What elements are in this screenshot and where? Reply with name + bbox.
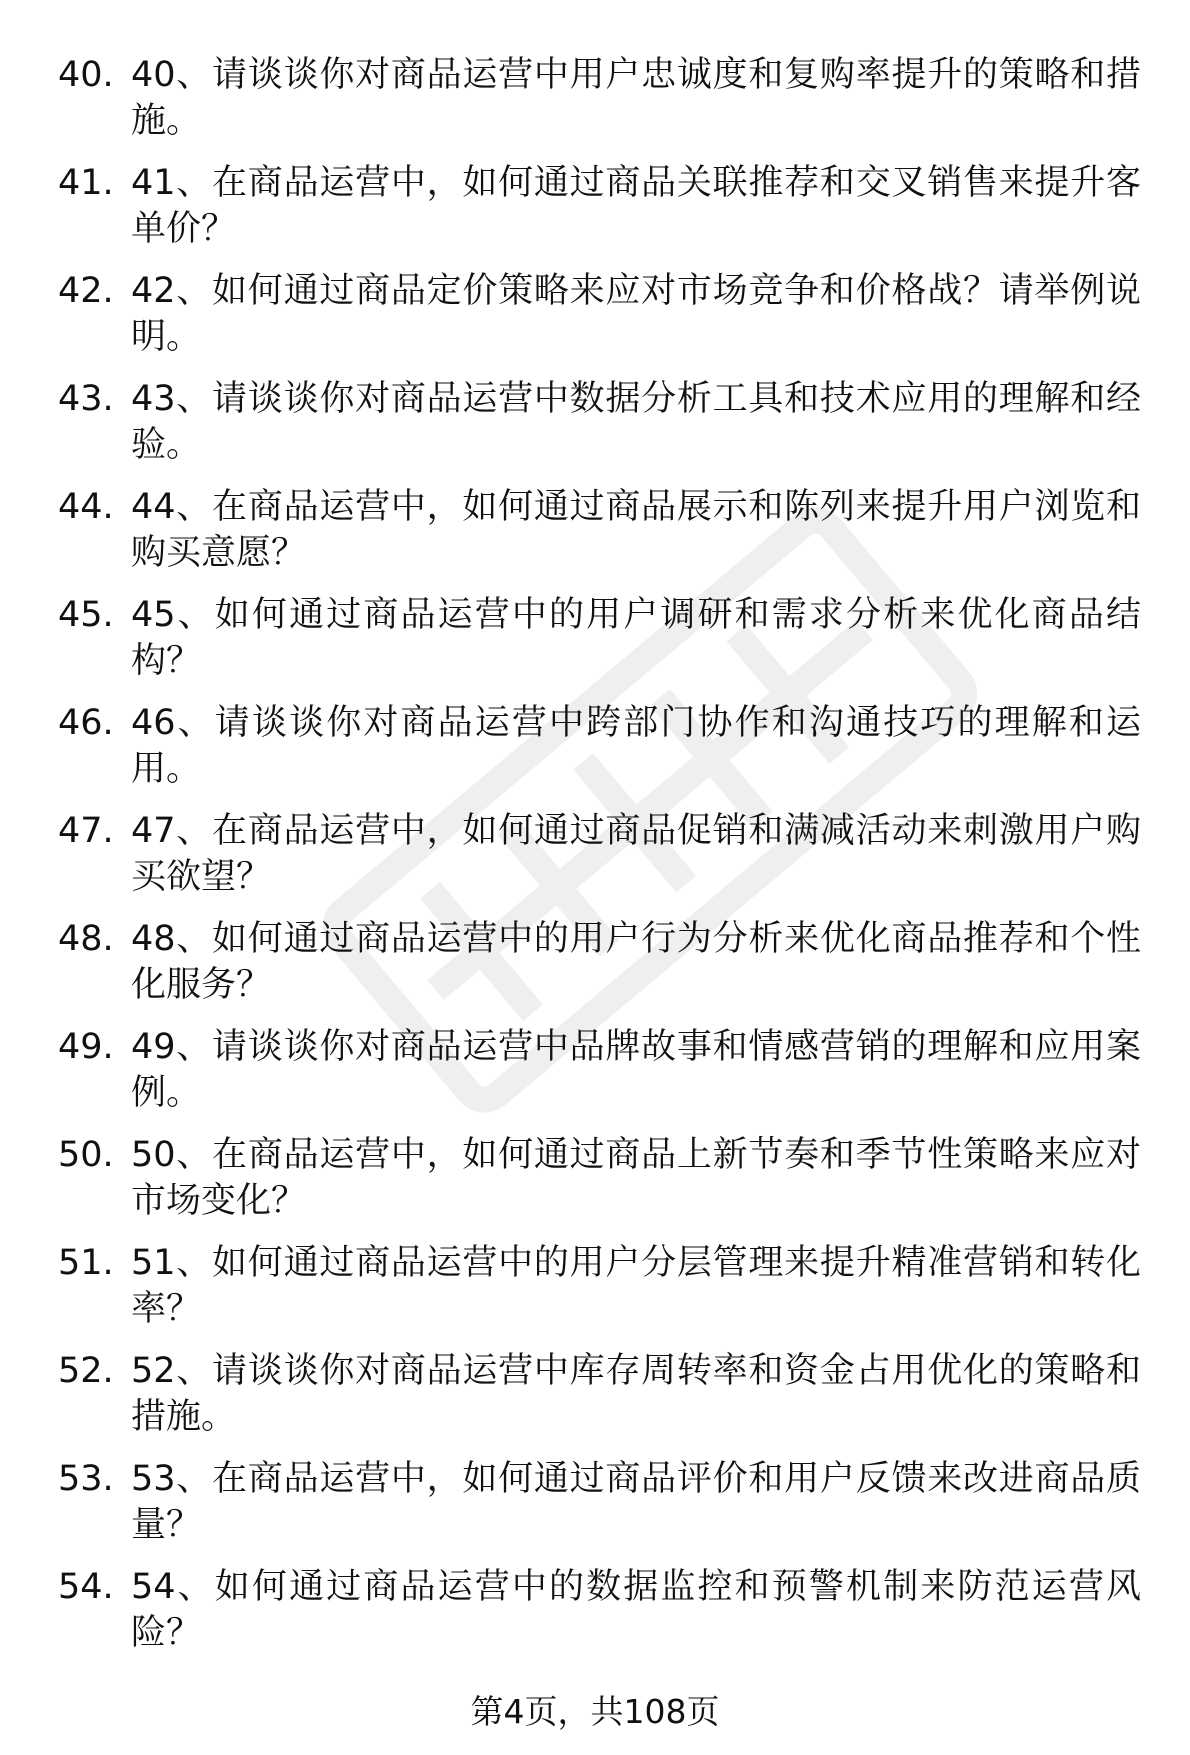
list-item [58,160,1158,268]
page-number-label: 第4页，共108页 [470,1692,720,1731]
question-number: 42. [58,271,114,311]
list-item [58,1348,1158,1456]
list-item [58,1456,1158,1564]
question-text: 50、在商品运营中，如何通过商品上新节奏和季节性策略来应对市场变化？ [131,1135,1141,1221]
question-number: 45. [58,595,114,635]
question-text: 42、如何通过商品定价策略来应对市场竞争和价格战？请举例说明。 [131,271,1141,357]
question-number: 51. [58,1243,114,1283]
list-item [58,592,1158,700]
list-item [58,1240,1158,1348]
question-text: 48、如何通过商品运营中的用户行为分析来优化商品推荐和个性化服务？ [131,919,1141,1005]
list-item [58,1564,1158,1672]
question-text: 45、如何通过商品运营中的用户调研和需求分析来优化商品结构？ [131,595,1141,681]
question-text: 51、如何通过商品运营中的用户分层管理来提升精准营销和转化率？ [131,1243,1141,1329]
question-number: 52. [58,1351,114,1391]
question-text: 41、在商品运营中，如何通过商品关联推荐和交叉销售来提升客单价？ [131,163,1141,249]
question-number: 46. [58,703,114,743]
question-number: 40. [58,55,114,95]
list-item [58,268,1158,376]
question-number: 47. [58,811,114,851]
question-number: 50. [58,1135,114,1175]
page-footer [0,1690,1190,1734]
question-number: 44. [58,487,114,527]
question-number: 48. [58,919,114,959]
question-text: 52、请谈谈你对商品运营中库存周转率和资金占用优化的策略和措施。 [131,1351,1141,1437]
question-list [58,52,1158,1672]
list-item [58,484,1158,592]
list-item [58,1024,1158,1132]
question-number: 49. [58,1027,114,1067]
list-item [58,1132,1158,1240]
question-number: 54. [58,1567,114,1607]
question-number: 41. [58,163,114,203]
question-number: 43. [58,379,114,419]
list-item [58,376,1158,484]
question-text: 44、在商品运营中，如何通过商品展示和陈列来提升用户浏览和购买意愿？ [131,487,1141,573]
question-text: 43、请谈谈你对商品运营中数据分析工具和技术应用的理解和经验。 [131,379,1141,465]
question-text: 54、如何通过商品运营中的数据监控和预警机制来防范运营风险？ [131,1567,1141,1653]
question-text: 47、在商品运营中，如何通过商品促销和满减活动来刺激用户购买欲望？ [131,811,1141,897]
question-text: 40、请谈谈你对商品运营中用户忠诚度和复购率提升的策略和措施。 [131,55,1141,141]
question-text: 46、请谈谈你对商品运营中跨部门协作和沟通技巧的理解和运用。 [131,703,1141,789]
question-text: 49、请谈谈你对商品运营中品牌故事和情感营销的理解和应用案例。 [131,1027,1141,1113]
list-item [58,700,1158,808]
question-text: 53、在商品运营中，如何通过商品评价和用户反馈来改进商品质量？ [131,1459,1141,1545]
list-item [58,52,1158,160]
list-item [58,808,1158,916]
question-number: 53. [58,1459,114,1499]
list-item [58,916,1158,1024]
